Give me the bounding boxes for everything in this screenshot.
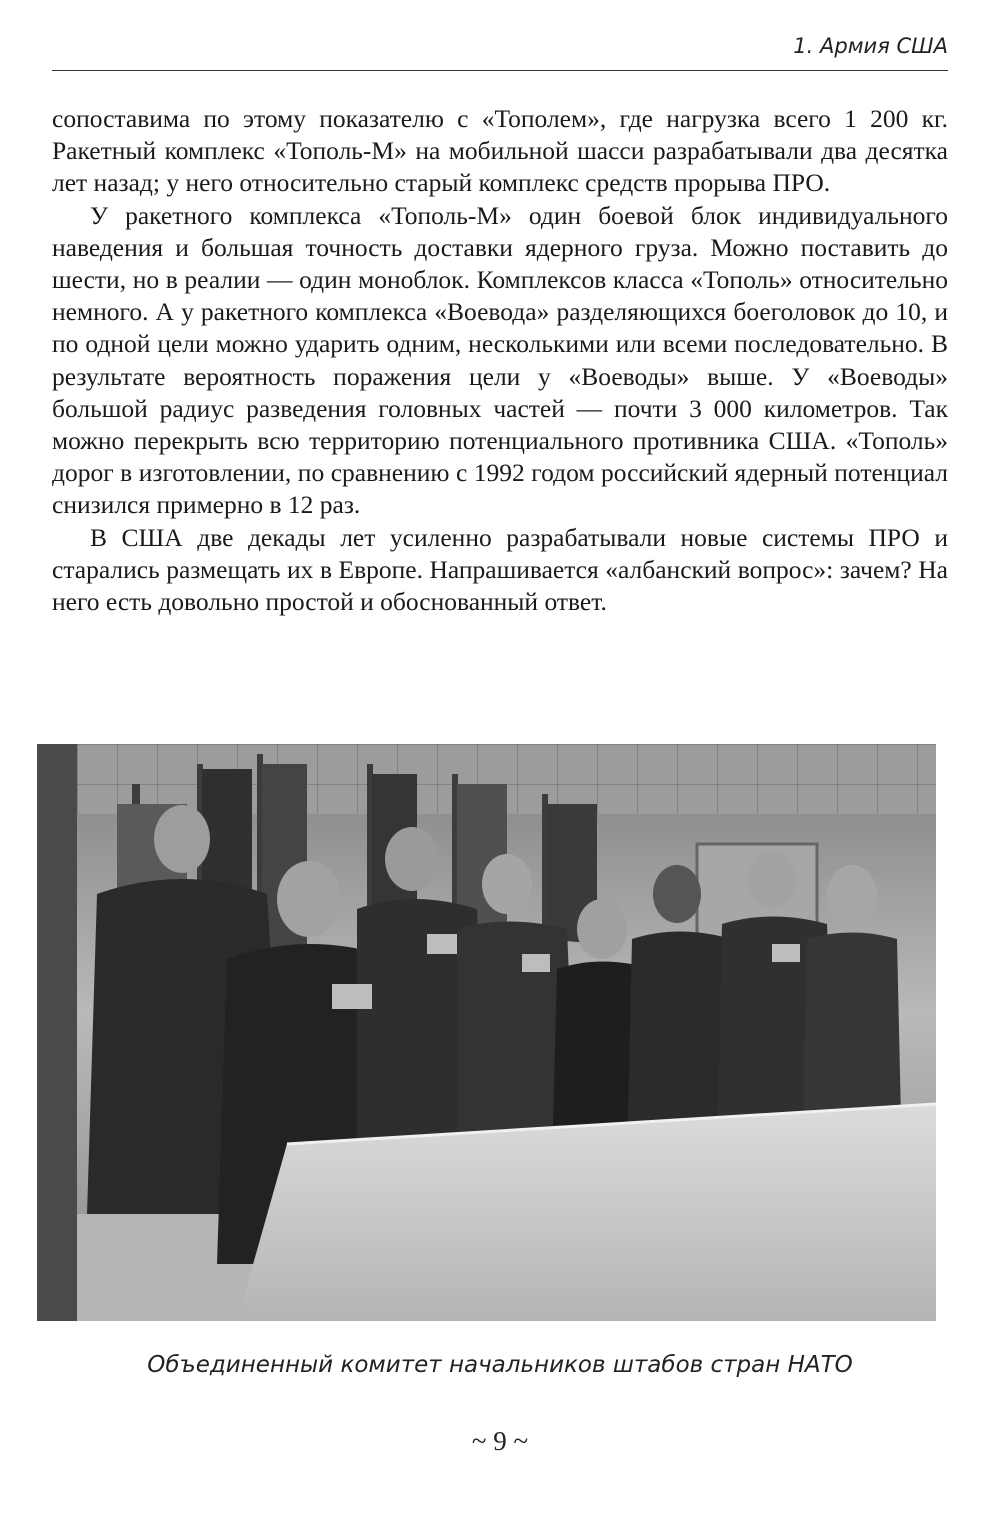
paragraph-1: сопоставима по этому показателю с «Тополем», где нагрузка всего 1 200 кг. Ракетный комплекс «Тополь-М» на мобильной шасси разрабатывали два десятка лет назад; у него относительно старый комплекс средств прорыва ПРО. <box>52 104 948 198</box>
group-photo <box>37 744 936 1321</box>
photo-caption: Объединенный комитет начальников штабов стран НАТО <box>147 1352 853 1378</box>
header-rule <box>52 70 948 71</box>
paragraph-2: У ракетного комплекса «Тополь-М» один боевой блок индивидуального наведения и большая точность доставки ядерного груза. Можно поставить до шести, но в реалии — один моноблок. Комплексов класса «Тополь» относительно немного. А у ракетного комплекса «Воевода» разделяющихся боеголовок до 10, и по одной цели можно ударить одним, несколькими или всеми последовательно. В результате вероятность поражения цели у «Воеводы» выше. У «Воеводы» большой радиус разведения головных частей — почти 3 000 километров. Так можно перекрыть всю территорию потенциального противника США. «Тополь» дорог в изготовлении, по сравнению с 1992 годом российский ядерный потенциал снизился примерно в 12 раз. <box>52 200 948 520</box>
body-text <box>52 103 948 618</box>
paragraph-3: В США две декады лет усиленно разрабатывали новые системы ПРО и старались размещать их в Европе. Напрашивается «албанский вопрос»: зачем? На него есть довольно простой и обоснованный ответ. <box>52 522 948 617</box>
running-head: 1. Армия США <box>793 34 948 58</box>
page-number: ~ 9 ~ <box>471 1426 529 1456</box>
